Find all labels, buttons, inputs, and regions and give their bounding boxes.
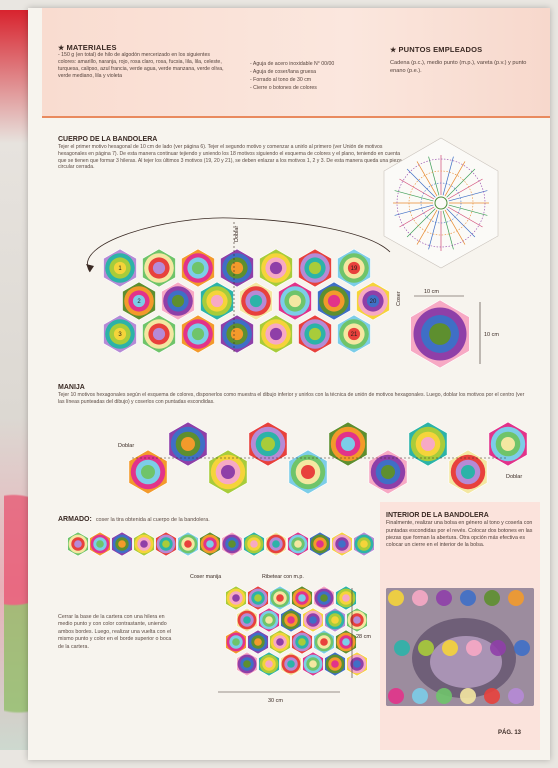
- hexagon-motif: [222, 532, 243, 556]
- hexagon-motif: [292, 586, 313, 610]
- hexagon-motif: [489, 422, 527, 466]
- manija-text: Tejer 10 motivos hexagonales según el esquema de colores, disponerlos como muestra el dibujo inferior y unirlos con la técnica de unión de motivos hexagonales. Luego, doblar los motivos por el centro (ver las líneas punteadas del dibujo) y coserlos con puntadas escondidas.: [58, 392, 525, 405]
- hexagon-motif: [266, 532, 287, 556]
- interior-section: [380, 502, 540, 750]
- hexagon-motif: [303, 652, 324, 676]
- hexagon-motif: [354, 532, 374, 556]
- hexagon-motif: [178, 532, 199, 556]
- star-icon: ★: [58, 45, 65, 52]
- hexagon-motif: [303, 608, 324, 632]
- hexagon-motif: [369, 450, 407, 494]
- hexagon-motif: [281, 608, 302, 632]
- hexagon-motif: [310, 532, 331, 556]
- hexagon-motif: [226, 586, 247, 610]
- hexagon-motif: [289, 450, 327, 494]
- hexagon-motif: [292, 630, 313, 654]
- bag-width-label: 30 cm: [268, 698, 283, 704]
- hexagon-motif: [409, 422, 447, 466]
- hexagon-motif: [221, 249, 254, 287]
- cuerpo-section: [58, 136, 408, 171]
- hexagon-motif: [325, 608, 346, 632]
- single-motif-dimensions: [400, 288, 510, 374]
- materials-section: [58, 44, 228, 80]
- bag-interior-photo: [386, 588, 534, 706]
- hexagon-motif: [169, 422, 207, 466]
- hexagon-motif: [200, 532, 221, 556]
- motif-number: 1: [118, 266, 122, 273]
- hexagon-motif: [338, 249, 371, 287]
- hexagon-motif: [259, 608, 280, 632]
- materials-tool-item: - Aguja de coser/lana gruesa: [250, 69, 317, 75]
- coser-label: Coser: [396, 291, 402, 306]
- hexagon-motif: [134, 532, 155, 556]
- doblar-right-label: Doblar: [506, 474, 523, 480]
- hexagon-motif: [201, 282, 234, 320]
- motif-number: 21: [350, 332, 358, 339]
- hexagon-motif: [182, 315, 215, 353]
- interior-title: INTERIOR DE LA BANDOLERA: [386, 512, 489, 519]
- hexagon-motif: [336, 586, 357, 610]
- motif-number: 3: [118, 332, 122, 339]
- hexagon-motif: [249, 422, 287, 466]
- hexagon-motif: [104, 249, 137, 287]
- points-section: [390, 46, 540, 75]
- motif-number: 20: [369, 299, 377, 306]
- hexagon-motif: [347, 652, 368, 676]
- hexagon-motif: [104, 315, 137, 353]
- hexagon-motif: [299, 315, 332, 353]
- points-title: PUNTOS EMPLEADOS: [398, 45, 483, 54]
- assembled-bag-diagram: [188, 568, 374, 710]
- hexagon-motif: [162, 282, 195, 320]
- hexagon-motif: [260, 315, 293, 353]
- materials-list: - 150 g (en total) de hilo de algodón mercerizado en los siguientes colores: amarillo, naranja, rojo, rosa claro, rosa, fucsia, lila, lila, celeste, turquesa, calipso, azul francia, verde agua, verde manzana, verde oliva, verde mediano, lila y violeta: [58, 52, 224, 79]
- handle-strip: [64, 530, 374, 562]
- hexagon-motif: [449, 450, 487, 494]
- hexagon-motif: [325, 652, 346, 676]
- motif-number: 2: [137, 299, 141, 306]
- doblar-label: Doblar: [234, 225, 240, 242]
- materials-title: MATERIALES: [66, 43, 117, 52]
- hexagon-motif: [143, 249, 176, 287]
- materials-tool-item: - Aguja de acero inoxidable N° 00/00: [250, 61, 335, 67]
- hexagon-motif: [226, 630, 247, 654]
- arrow-head-icon: [86, 264, 94, 272]
- hexagon-motif: [237, 652, 258, 676]
- doblar-left-label: Doblar: [118, 443, 135, 449]
- armado-section: [58, 516, 388, 523]
- hexagon-motif: [332, 532, 353, 556]
- hexagon-stitch-chart: [380, 136, 502, 270]
- hexagon-motif: [299, 249, 332, 287]
- manija-section: [58, 384, 528, 406]
- hexagon-motif: [260, 249, 293, 287]
- points-text: Cadena (p.c.), medio punto (m.p.), vareta (p.v.) y punto enano (p.e.).: [390, 60, 527, 74]
- bag-height-label: 28 cm: [356, 634, 371, 640]
- hexagon-motif: [240, 282, 273, 320]
- coser-manija-label: Coser manija: [190, 574, 222, 580]
- hexagon-motif: [156, 532, 177, 556]
- hexagon-motif: [248, 630, 269, 654]
- cerrar-text: Cerrar la base de la cartera con una hilera en medio punto y con color contrastante, uniendo ambos bordes. Luego, realizar una vuelta con el mismo punto y color en el borde superior o boca de la cartera.: [58, 614, 172, 650]
- materials-tools: [250, 60, 390, 92]
- hexagon-motif: [288, 532, 309, 556]
- hexagon-motif: [112, 532, 133, 556]
- cuerpo-title: CUERPO DE LA BANDOLERA: [58, 136, 158, 143]
- hexagon-motif: [336, 630, 357, 654]
- hexagon-motif: [357, 282, 390, 320]
- hexagon-motif: [68, 532, 89, 556]
- materials-tool-item: - Cierre o botones de colores: [250, 85, 317, 91]
- hexagon-motif: [129, 450, 167, 494]
- materials-tool-item: - Forrado al tono de 30 cm: [250, 77, 312, 83]
- hexagon-motif: [209, 450, 247, 494]
- hexagon-motif: [244, 532, 265, 556]
- pattern-page: [28, 8, 550, 760]
- page-number: PÁG. 13: [498, 730, 522, 736]
- cuerpo-text: Tejer el primer motivo hexagonal de 10 cm de lado (ver página 6). Tejer el segundo motivo y comenzar a unirlo al primero (ver Unión de motivos hexagonales en página 7). De esta manera continuar tejiendo y uniendo los 18 motivos siguiendo el esquema de colores y el plano, teniendo en cuenta que se tienen que formar 3 hileras. Al tejer los últimos 3 motivos (19, 20 y 21), se deben enlazar a los motivos 1, 2 y 3. De esta manera queda una pieza circular cerrada.: [58, 144, 402, 171]
- hexagon-motif: [347, 608, 368, 632]
- width-label: 10 cm: [424, 289, 439, 295]
- hexagon-motif: [338, 315, 371, 353]
- hexagon-motif: [411, 300, 470, 368]
- height-label: 10 cm: [484, 332, 499, 338]
- manija-title: MANIJA: [58, 384, 85, 391]
- armado-text: coser la tira obtenida al cuerpo de la bandolera.: [95, 517, 210, 523]
- hexagon-motif: [237, 608, 258, 632]
- hexagon-motif: [270, 586, 291, 610]
- hexagon-motif: [221, 315, 254, 353]
- armado-title: ARMADO:: [58, 516, 92, 523]
- hexagon-motif: [248, 586, 269, 610]
- hexagon-motif: [270, 630, 291, 654]
- hexagon-motif: [314, 586, 335, 610]
- hexagon-motif: [329, 422, 367, 466]
- handle-diagram: [88, 420, 528, 498]
- body-hex-diagram: [50, 212, 404, 362]
- hexagon-motif: [90, 532, 111, 556]
- ribetear-label: Ribetear con m.p.: [262, 574, 304, 580]
- hexagon-motif: [279, 282, 312, 320]
- hexagon-motif: [143, 315, 176, 353]
- hexagon-motif: [314, 630, 335, 654]
- hexagon-motif: [123, 282, 156, 320]
- hexagon-motif: [259, 652, 280, 676]
- hexagon-motif: [318, 282, 351, 320]
- motif-number: 19: [350, 266, 358, 273]
- hexagon-motif: [182, 249, 215, 287]
- interior-text: Finalmente, realizar una bolsa en género al tono y coserla con puntadas escondidas por el revés. Colocar dos botones en las piezas que forman la abertura. Otra opción más efectiva es colocar un cierre en el interior de la bolsa.: [386, 520, 533, 549]
- star-icon: ★: [390, 47, 397, 54]
- hexagon-motif: [281, 652, 302, 676]
